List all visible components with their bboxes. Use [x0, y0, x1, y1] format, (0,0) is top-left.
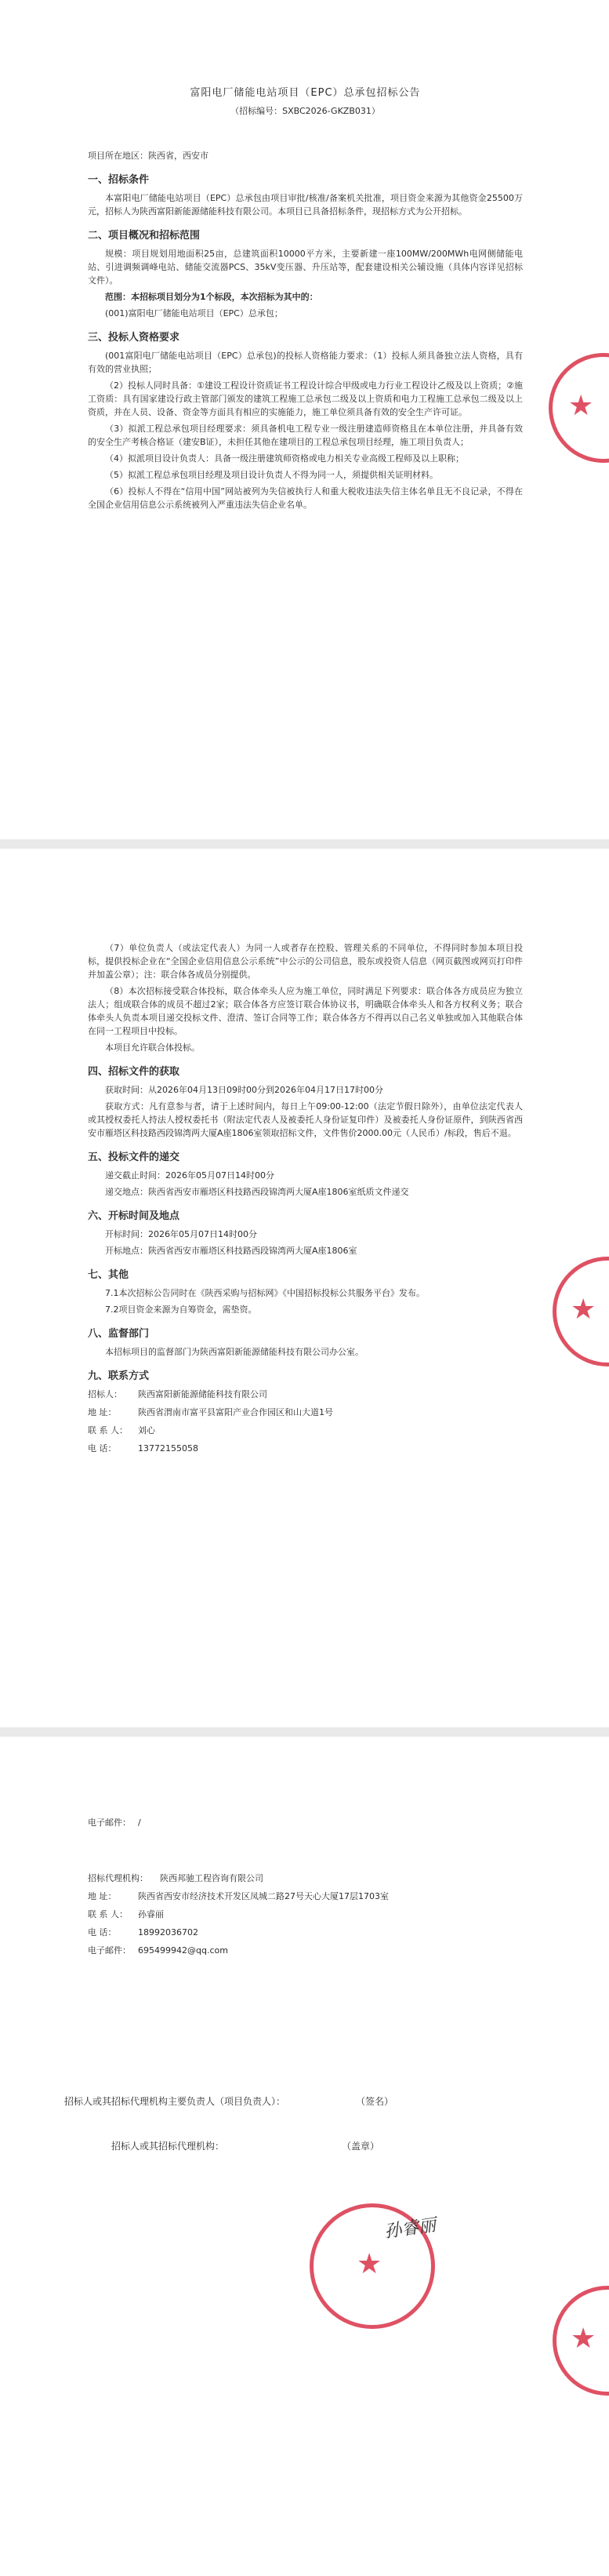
- agency-phone-label: 电 话：: [88, 1927, 117, 1937]
- section-3-item-5: （5）拟派工程总承包项目经理及项目设计负责人不得为同一人，须提供相关证明材料。: [105, 470, 438, 480]
- tenderer-email-row: [88, 1816, 523, 1829]
- section-6-place: 开标地点：陕西省西安市雁塔区科技路西段锦湾两大厦A座1806室: [105, 1246, 357, 1256]
- seal-star-icon: ★: [571, 1293, 596, 1326]
- document-page-3: [0, 1737, 609, 2576]
- signature-line-1: [64, 2095, 523, 2108]
- tenderer-name-label: 招标人：: [88, 1389, 122, 1399]
- tenderer-name: 陕西富阳新能源储能科技有限公司: [138, 1389, 267, 1399]
- company-seal-right-edge: [553, 2286, 609, 2396]
- tenderer-address-label: 地 址：: [88, 1407, 117, 1417]
- section-2-title: 二、项目概况和招标范围: [88, 230, 201, 242]
- signature-line-2: [88, 2140, 523, 2153]
- section-2-scope: 范围：本招标项目划分为1个标段，本次招标为其中的：: [105, 292, 318, 302]
- tenderer-address: 陕西省渭南市富平县富阳产业合作园区和山大道1号: [138, 1407, 333, 1417]
- agency-address-label: 地 址：: [88, 1891, 117, 1901]
- tenderer-contact-label: 联 系 人：: [88, 1425, 128, 1435]
- signature-block: [64, 2095, 523, 2153]
- section-7-line-1: 7.1本次招标公告同时在《陕西采购与招标网》《中国招标投标公共服务平台》发布。: [105, 1288, 425, 1298]
- section-6-time: 开标时间：2026年05月07日14时00分: [105, 1229, 257, 1239]
- signature-line-1-suffix: （签名）: [356, 2096, 394, 2107]
- page-3-content: [64, 1811, 523, 2185]
- seal-star-icon: ★: [357, 2248, 382, 2280]
- page-1-content: [88, 86, 523, 515]
- section-3-note: 本项目允许联合体投标。: [105, 1042, 200, 1053]
- tenderer-email-label: 电子邮件：: [88, 1817, 131, 1828]
- seal-star-icon: ★: [568, 390, 594, 422]
- tenderer-contact: 刘心: [138, 1425, 155, 1435]
- agency-address: 陕西省西安市经济技术开发区凤城二路27号天心大厦17层1703室: [138, 1891, 389, 1901]
- company-seal-right-edge: [549, 353, 609, 463]
- section-9-title: 九、联系方式: [88, 1370, 150, 1382]
- agency-phone-row: [88, 1926, 523, 1939]
- page-2-content: [88, 941, 523, 1460]
- section-4-title: 四、招标文件的获取: [88, 1066, 180, 1078]
- section-3-item-8: （8）本次招标接受联合体投标，联合体牵头人应为施工单位，同时满足下列要求：联合体各方成员应为独立法人；组成联合体的成员不超过2家；联合体各方应签订联合体协议书，明确联合体牵头人和各方权利义务；联合体牵头人负责本项目递交投标文件、澄清、签订合同等工作；联合体各方不得再以自己名义单独或加入其他联合体在同一工程项目中投标。: [88, 986, 523, 1036]
- document-page-1: [0, 0, 609, 839]
- section-2-lot: (001)富阳电厂储能电站项目（EPC）总承包；: [105, 308, 283, 318]
- handwritten-signature: 孙睿丽: [382, 2215, 437, 2243]
- seal-star-icon: ★: [571, 2323, 596, 2355]
- company-seal-right-edge: [553, 1257, 609, 1366]
- agency-contact: 孙睿丽: [138, 1909, 164, 1919]
- section-5-deadline: 递交截止时间：2026年05月07日14时00分: [105, 1170, 274, 1181]
- agency-contact-row: [88, 1908, 523, 1921]
- agency-name: 陕西邦驰工程咨询有限公司: [160, 1873, 263, 1883]
- tender-code: （招标编号：SXBC2026-GKZB031）: [230, 106, 380, 116]
- section-7-title: 七、其他: [88, 1269, 129, 1281]
- tenderer-name-row: [88, 1388, 523, 1401]
- section-3-item-3: （3）拟派工程总承包项目经理要求：须具备机电工程专业一级注册建造师资格且在本单位注册，并具备有效的安全生产考核合格证（建安B证），未担任其他在建项目的工程总承包项目经理，施工项目负责人；: [88, 424, 523, 447]
- section-2-scale: 规模：项目规划用地面积25亩，总建筑面积10000平方米，主要新建一座100MW/200MWh电网侧储能电站、引进调频调峰电站、储能交流器PCS、35kV变压器、升压站等，配套建设相关公辅设施（具体内容详见招标文件）。: [88, 249, 523, 286]
- agency-name-row: [88, 1872, 523, 1885]
- agency-name-label: 招标代理机构：: [88, 1873, 148, 1883]
- section-7-line-2: 7.2项目资金来源为自筹资金，需垫资。: [105, 1304, 257, 1315]
- signature-line-2-label: 招标人或其招标代理机构：: [111, 2141, 225, 2152]
- section-4-method: 获取方式：凡有意参与者，请于上述时间内，每日上午09:00-12:00（法定节假日除外），由单位法定代表人或其授权委托人持法人授权委托书（附法定代表人及被委托人身份证复印件）及被委托人身份证原件，到陕西省西安市雁塔区科技路西段锦湾两大厦A座1806室领取招标文件，文件售价2000.00元（人民币）/标段，售后不退。: [88, 1101, 523, 1138]
- tenderer-phone: 13772155058: [138, 1443, 198, 1454]
- tenderer-phone-label: 电 话：: [88, 1443, 117, 1454]
- agency-contact-label: 联 系 人：: [88, 1909, 128, 1919]
- tenderer-phone-row: [88, 1442, 523, 1455]
- tenderer-contact-row: [88, 1424, 523, 1437]
- section-3-item-7: （7）单位负责人（或法定代表人）为同一人或者存在控股、管理关系的不同单位，不得同时参加本项目投标，提供投标企业在“全国企业信用信息公示系统”中公示的公司信息，股东或投资人信息（网页截图或网页打印件并加盖公章）；注：联合体各成员分别提供。: [88, 943, 523, 980]
- project-location: 项目所在地区：陕西省，西安市: [88, 151, 208, 161]
- agency-email: 695499942@qq.com: [138, 1945, 228, 1956]
- tenderer-email: /: [138, 1817, 141, 1828]
- tenderer-address-row: [88, 1406, 523, 1419]
- section-6-title: 六、开标时间及地点: [88, 1210, 180, 1222]
- agency-email-row: [88, 1944, 523, 1957]
- document-page-2: [0, 849, 609, 1727]
- signature-line-1-label: 招标人或其招标代理机构主要负责人（项目负责人）：: [64, 2096, 286, 2107]
- section-1-title: 一、招标条件: [88, 174, 150, 186]
- section-3-item-6: （6）投标人不得在“信用中国”网站被列为失信被执行人和重大税收违法失信主体名单且无不良记录，不得在全国企业信用信息公示系统被列入严重违法失信企业名单。: [88, 486, 523, 510]
- section-8-text: 本招标项目的监督部门为陕西富阳新能源储能科技有限公司办公室。: [105, 1347, 364, 1357]
- section-5-title: 五、投标文件的递交: [88, 1152, 180, 1163]
- agency-address-row: [88, 1890, 523, 1903]
- agency-phone: 18992036702: [138, 1927, 198, 1937]
- section-4-time: 获取时间：从2026年04月13日09时00分到2026年04月17日17时00分: [105, 1085, 383, 1095]
- section-5-place: 递交地点：陕西省西安市雁塔区科技路西段锦湾两大厦A座1806室纸质文件递交: [105, 1187, 409, 1197]
- section-8-title: 八、监督部门: [88, 1328, 150, 1340]
- section-3-item-4: （4）拟派项目设计负责人：具备一级注册建筑师资格或电力相关专业高级工程师及以上职称；: [105, 453, 464, 464]
- section-3-item-2: （2）投标人同时具备：①建设工程设计资质证书工程设计综合甲级或电力行业工程设计乙级及以上资质；②施工资质：具有国家建设行政主管部门颁发的建筑工程施工总承包二级及以上资质和电力工程施工总承包二级及以上资质，并在人员、设备、资金等方面具有相应的实施能力，施工单位须具备有效的安全生产许可证。: [88, 380, 523, 417]
- section-3-title: 三、投标人资格要求: [88, 332, 180, 344]
- section-3-item-1: (001富阳电厂储能电站项目（EPC）总承包)的投标人资格能力要求：（1）投标人须具备独立法人资格，具有有效的营业执照；: [88, 351, 523, 374]
- section-1-text: 本富阳电厂储能电站项目（EPC）总承包由项目审批/核准/备案机关批准，项目资金来源为其他资金25500万元，招标人为陕西富阳新能源储能科技有限公司。本项目已具备招标条件，现招标方式为公开招标。: [88, 193, 523, 216]
- document-title: 富阳电厂储能电站项目（EPC）总承包招标公告: [190, 87, 421, 99]
- signature-line-2-suffix: （盖章）: [342, 2141, 380, 2152]
- agency-email-label: 电子邮件：: [88, 1945, 131, 1956]
